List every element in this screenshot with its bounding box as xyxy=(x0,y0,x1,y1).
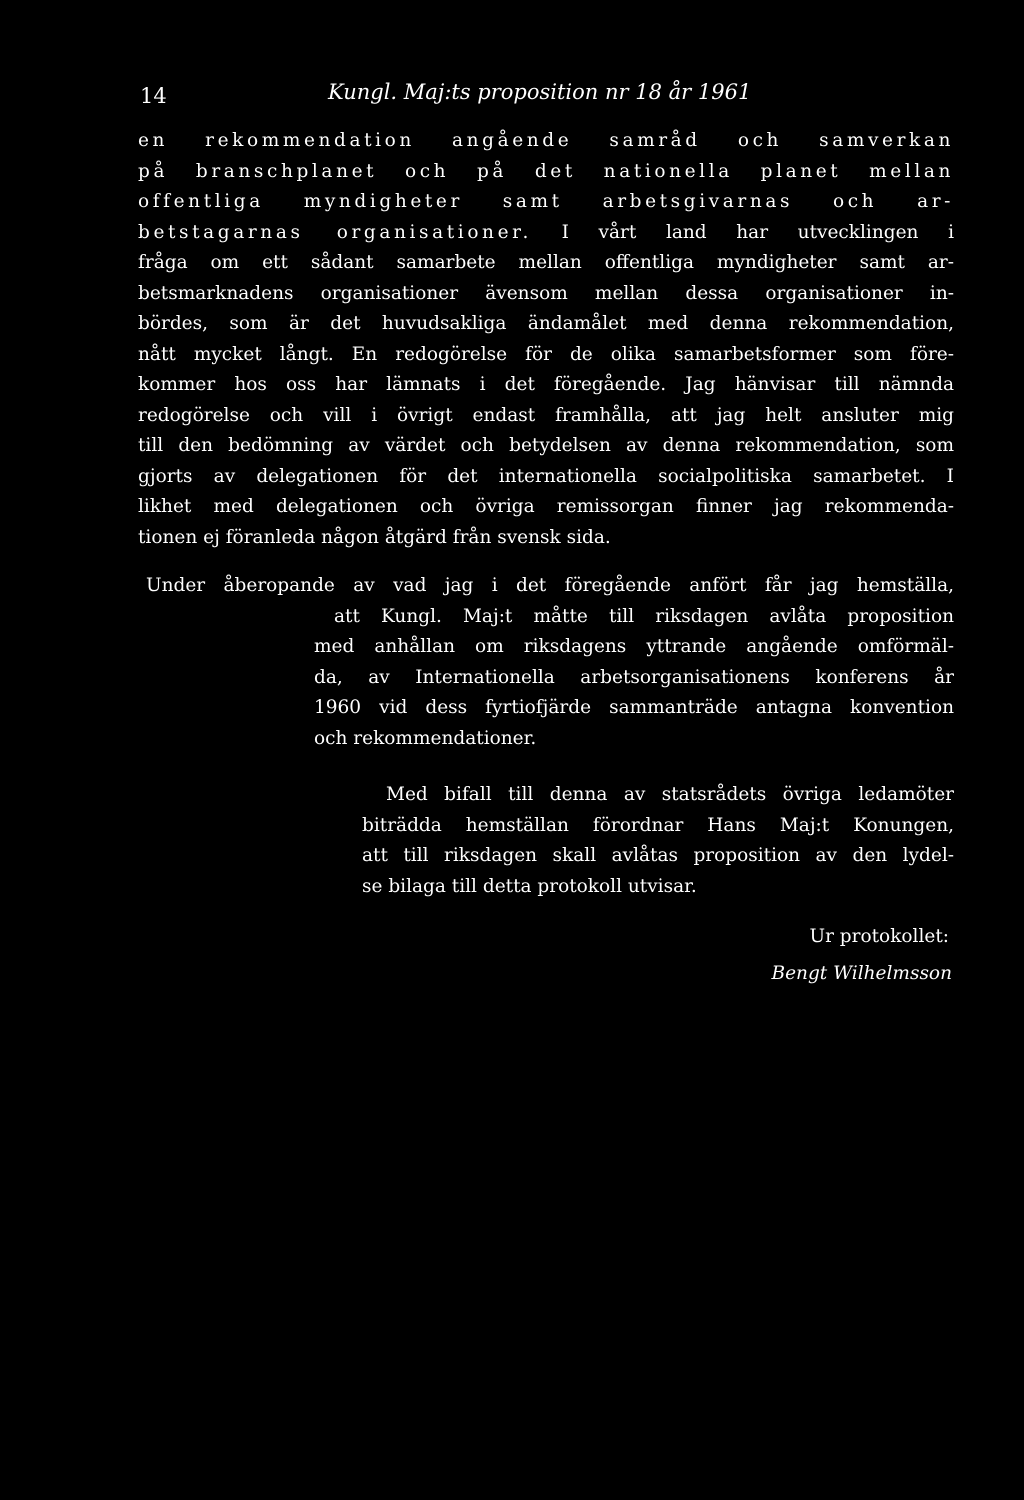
text-line: offentliga myndigheter samt arbetsgivarnas och ar- xyxy=(138,191,954,212)
text-line: nått mycket långt. En redogörelse för de olika samarbetsformer som före- xyxy=(138,343,954,365)
text-line: att till riksdagen skall avlåtas proposition av den lydel- xyxy=(362,845,954,866)
text-line: betsmarknadens organisationer ävensom mellan dessa organisationer in- xyxy=(138,282,954,304)
text-line: biträdda hemställan förordnar Hans Maj:t Konungen, xyxy=(362,814,954,836)
text-line: och rekommendationer. xyxy=(314,727,537,749)
text-line-part: I vårt land har utvecklingen i xyxy=(532,221,954,243)
text-line: Med bifall till denna av statsrådets övriga ledamöter xyxy=(386,784,954,805)
text-line: med anhållan om riksdagens yttrande angående omförmäl- xyxy=(314,636,954,657)
paragraph-gap xyxy=(138,902,954,922)
text-line: på branschplanet och på det nationella planet mellan xyxy=(138,160,954,182)
paragraph-gap xyxy=(138,754,954,780)
text-line: 1960 vid dess fyrtiofjärde sammanträde antagna konvention xyxy=(314,697,954,718)
text-line: till den bedömning av värdet och betydelsen av denna rekommendation, som xyxy=(138,435,954,456)
text-line-part: betstagarnas organisationer. xyxy=(138,221,533,243)
document-body xyxy=(138,126,954,989)
text-line: en rekommendation angående samråd och samverkan xyxy=(138,130,954,151)
running-head: Kungl. Maj:ts proposition nr 18 år 1961 xyxy=(328,80,752,104)
text-line: bördes, som är det huvudsakliga ändamålet med denna rekommendation, xyxy=(138,313,954,334)
text-line: se bilaga till detta protokoll utvisar. xyxy=(362,875,697,897)
paragraph-gap xyxy=(138,553,954,571)
text-line: fråga om ett sådant samarbete mellan offentliga myndigheter samt ar- xyxy=(138,252,954,273)
text-line: redogörelse och vill i övrigt endast framhålla, att jag helt ansluter mig xyxy=(138,404,954,426)
signature-heading: Ur protokollet: xyxy=(809,926,949,947)
text-line: gjorts av delegationen för det internationella socialpolitiska samarbetet. I xyxy=(138,465,954,487)
text-line: kommer hos oss har lämnats i det föregående. Jag hänvisar till nämnda xyxy=(138,374,954,395)
text-line: da, av Internationella arbetsorganisationens konferens år xyxy=(314,666,954,688)
text-line xyxy=(138,218,954,249)
text-line: tionen ej föranleda någon åtgärd från svensk sida. xyxy=(138,526,611,548)
text-line: att Kungl. Maj:t måtte till riksdagen avlåta proposition xyxy=(334,605,954,627)
text-line: Under åberopande av vad jag i det föregående anfört får jag hemställa, xyxy=(146,575,954,596)
signature-name: Bengt Wilhelmsson xyxy=(771,962,952,984)
text-line: likhet med delegationen och övriga remissorgan finner jag rekommenda- xyxy=(138,496,954,517)
page-number: 14 xyxy=(140,84,167,108)
